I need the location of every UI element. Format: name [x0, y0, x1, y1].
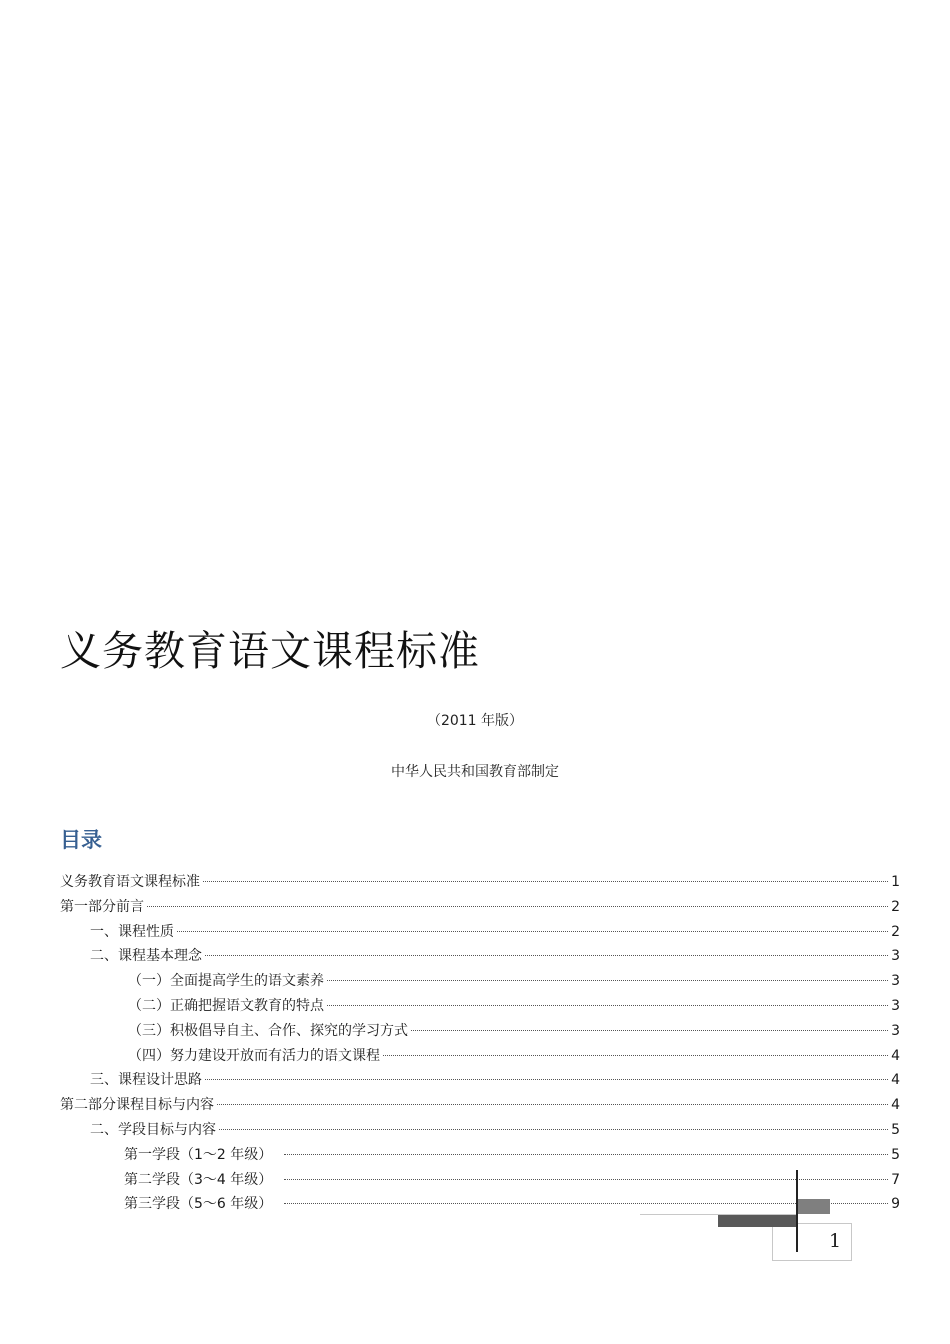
toc-entry[interactable] [0, 1093, 950, 1118]
toc-entry-page: 5 [891, 1146, 900, 1163]
footer-gray-bar [798, 1199, 830, 1214]
toc-entry-page: 3 [891, 973, 900, 990]
toc-entry-text: 二、课程基本理念 [90, 948, 202, 965]
toc-entry-page: 1 [891, 874, 900, 890]
toc-entry-page: 2 [891, 898, 900, 915]
toc-leader-dots [383, 1055, 888, 1056]
toc-entry-text: 一、课程性质 [90, 923, 174, 940]
toc-entry-text: （四）努力建设开放而有活力的语文课程 [128, 1047, 380, 1064]
toc-leader-dots [411, 1030, 888, 1031]
toc-leader-dots [147, 906, 888, 907]
toc-entry[interactable] [0, 1143, 950, 1168]
toc-entry-text: （三）积极倡导自主、合作、探究的学习方式 [128, 1022, 408, 1039]
toc-entry-page: 3 [891, 1022, 900, 1039]
toc-entry[interactable] [0, 1118, 950, 1143]
toc-entry-page: 4 [891, 1072, 900, 1089]
footer-dark-bar [718, 1215, 797, 1227]
toc-entry[interactable] [0, 944, 950, 969]
toc-entry-page: 3 [891, 948, 900, 965]
page-number: 1 [828, 1230, 842, 1252]
toc-leader-dots [219, 1129, 888, 1130]
toc-entry-text: （二）正确把握语文教育的特点 [128, 997, 324, 1014]
toc-entry-text: 第一学段（1～2 年级） [124, 1146, 273, 1163]
toc-entry-text: 第三学段（5～6 年级） [124, 1196, 273, 1213]
page-number-footer [640, 1168, 855, 1263]
toc-leader-dots [205, 955, 888, 956]
toc-entry-page: 9 [891, 1196, 900, 1213]
toc-entry[interactable] [0, 1019, 950, 1044]
toc-entry-text: 第二学段（3～4 年级） [124, 1171, 273, 1188]
toc-entry[interactable] [0, 870, 950, 895]
toc-entry-text: 第一部分前言 [60, 898, 144, 915]
toc-leader-dots [327, 980, 888, 981]
toc-heading: 目录 [60, 828, 102, 852]
toc-entry-text: （一）全面提高学生的语文素养 [128, 973, 324, 990]
toc-entry-text: 二、学段目标与内容 [90, 1121, 216, 1138]
toc-leader-dots [177, 931, 888, 932]
toc-entry-page: 7 [891, 1171, 900, 1188]
toc-entry[interactable] [0, 920, 950, 945]
toc-leader-dots [284, 1154, 888, 1155]
footer-divider [796, 1170, 798, 1252]
table-of-contents [0, 870, 950, 1217]
toc-leader-dots [205, 1079, 888, 1080]
edition-label: （2011 年版） [426, 713, 524, 729]
toc-entry[interactable] [0, 969, 950, 994]
toc-entry-page: 5 [891, 1121, 900, 1138]
toc-entry-text: 第二部分课程目标与内容 [60, 1097, 214, 1114]
toc-entry-text: 三、课程设计思路 [90, 1072, 202, 1089]
toc-leader-dots [327, 1005, 888, 1006]
document-title: 义务教育语文课程标准 [60, 627, 480, 675]
toc-leader-dots [217, 1104, 888, 1105]
toc-entry-page: 3 [891, 997, 900, 1014]
toc-entry-page: 4 [891, 1097, 900, 1114]
toc-entry-text: 义务教育语文课程标准 [60, 874, 200, 890]
toc-entry[interactable] [0, 895, 950, 920]
toc-entry[interactable] [0, 1068, 950, 1093]
toc-entry[interactable] [0, 1044, 950, 1069]
issuer-label: 中华人民共和国教育部制定 [391, 764, 559, 780]
toc-entry[interactable] [0, 994, 950, 1019]
toc-entry-page: 2 [891, 923, 900, 940]
toc-entry-page: 4 [891, 1047, 900, 1064]
toc-leader-dots [203, 881, 888, 882]
